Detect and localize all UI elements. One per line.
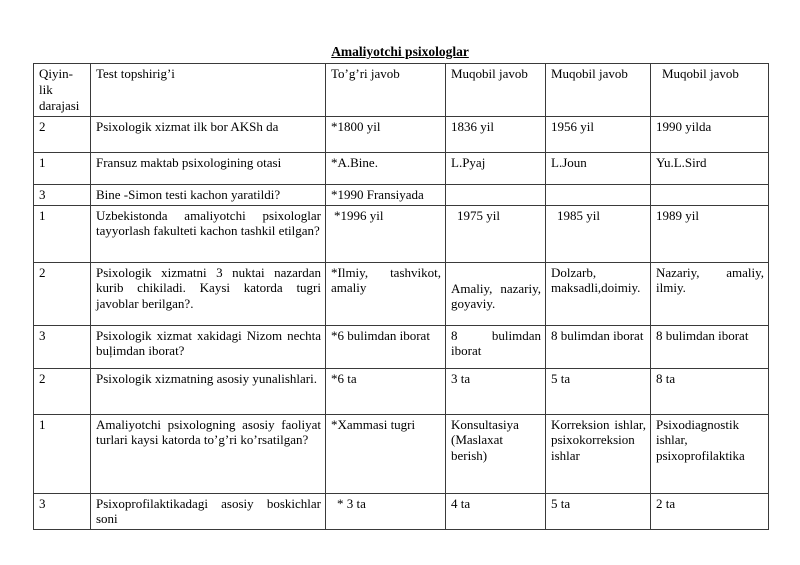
alt-answer-cell: 1985 yil bbox=[546, 205, 651, 262]
table-row bbox=[34, 184, 769, 205]
alt-answer-cell: 1836 yil bbox=[446, 116, 546, 152]
alt-answer-cell: 8 ta bbox=[651, 368, 769, 414]
correct-answer-cell: *1990 Fransiyada bbox=[326, 184, 446, 205]
alt-answer-cell: 8 bulimdan iborat bbox=[651, 325, 769, 368]
question-cell: Uzbekistonda amaliyotchi psixologlar tayyorlash fakulteti kachon tashkil etilgan? bbox=[91, 205, 326, 262]
alt-answer-cell: Psixodiagnostik ishlar, psixoprofilaktika bbox=[651, 414, 769, 493]
alt-answer-cell: 8 bulimdan iborat bbox=[446, 325, 546, 368]
alt-answer-cell bbox=[546, 184, 651, 205]
column-header-alt-answer-3: Muqobil javob bbox=[651, 64, 769, 117]
alt-answer-cell: L.Joun bbox=[546, 152, 651, 184]
difficulty-cell: 3 bbox=[34, 493, 91, 530]
alt-answer-cell: Yu.L.Sird bbox=[651, 152, 769, 184]
column-header-correct-answer: To’g’ri javob bbox=[326, 64, 446, 117]
column-header-difficulty: Qiyin-lik darajasi bbox=[34, 64, 91, 117]
question-cell: Psixologik xizmat xakidagi Nizom nechta buļimdan iborat? bbox=[91, 325, 326, 368]
alt-answer-cell bbox=[446, 184, 546, 205]
table-row bbox=[34, 414, 769, 493]
difficulty-cell: 2 bbox=[34, 262, 91, 325]
question-cell: Psixologik xizmatning asosiy yunalishlari. bbox=[91, 368, 326, 414]
question-cell: Psixoprofilaktikadagi asosiy boskichlar soni bbox=[91, 493, 326, 530]
correct-answer-cell: *6 bulimdan iborat bbox=[326, 325, 446, 368]
alt-answer-cell: 8 bulimdan iborat bbox=[546, 325, 651, 368]
table-row bbox=[34, 493, 769, 530]
alt-answer-cell: 1975 yil bbox=[446, 205, 546, 262]
alt-answer-cell: 3 ta bbox=[446, 368, 546, 414]
correct-answer-cell: *Ilmiy, tashvikot, amaliy bbox=[326, 262, 446, 325]
question-cell: Bine -Simon testi kachon yaratildi? bbox=[91, 184, 326, 205]
table-row bbox=[34, 116, 769, 152]
header-row bbox=[34, 64, 769, 117]
alt-answer-cell: 5 ta bbox=[546, 368, 651, 414]
column-header-alt-answer-2: Muqobil javob bbox=[546, 64, 651, 117]
difficulty-cell: 2 bbox=[34, 116, 91, 152]
difficulty-cell: 3 bbox=[34, 325, 91, 368]
question-cell: Fransuz maktab psixologining otasi bbox=[91, 152, 326, 184]
correct-answer-cell: *Xammasi tugri bbox=[326, 414, 446, 493]
alt-answer-cell: Konsultasiya (Maslaxat berish) bbox=[446, 414, 546, 493]
correct-answer-cell: * 3 ta bbox=[326, 493, 446, 530]
correct-answer-cell: *1996 yil bbox=[326, 205, 446, 262]
table-row bbox=[34, 152, 769, 184]
difficulty-cell: 3 bbox=[34, 184, 91, 205]
table-row bbox=[34, 368, 769, 414]
test-table bbox=[33, 63, 769, 530]
question-cell: Psixologik xizmat ilk bor AKSh da bbox=[91, 116, 326, 152]
alt-answer-cell: 1956 yil bbox=[546, 116, 651, 152]
column-header-alt-answer-1: Muqobil javob bbox=[446, 64, 546, 117]
alt-answer-cell: 4 ta bbox=[446, 493, 546, 530]
alt-answer-cell: Korreksion ishlar, psixokorreksion ishlar bbox=[546, 414, 651, 493]
alt-answer-cell: Dolzarb, maksadli,doimiy. bbox=[546, 262, 651, 325]
difficulty-cell: 1 bbox=[34, 152, 91, 184]
alt-answer-cell: Amaliy, nazariy, goyaviy. bbox=[446, 262, 546, 325]
alt-answer-cell: L.Pyaj bbox=[446, 152, 546, 184]
alt-answer-cell bbox=[651, 184, 769, 205]
column-header-question: Test topshirig’i bbox=[91, 64, 326, 117]
table-row bbox=[34, 325, 769, 368]
question-cell: Amaliyotchi psixologning asosiy faoliyat turlari kaysi katorda to’g’ri ko’rsatilgan? bbox=[91, 414, 326, 493]
alt-answer-cell: 1990 yilda bbox=[651, 116, 769, 152]
alt-answer-cell: 5 ta bbox=[546, 493, 651, 530]
correct-answer-cell: *A.Bine. bbox=[326, 152, 446, 184]
question-cell: Psixologik xizmatni 3 nuktai nazardan kurib chikiladi. Kaysi katorda tugri javoblar berilgan?. bbox=[91, 262, 326, 325]
alt-answer-cell: 2 ta bbox=[651, 493, 769, 530]
table-row bbox=[34, 262, 769, 325]
page-title: Amaliyotchi psixologlar bbox=[331, 44, 469, 59]
correct-answer-cell: *6 ta bbox=[326, 368, 446, 414]
difficulty-cell: 1 bbox=[34, 205, 91, 262]
alt-answer-cell: Nazariy, amaliy, ilmiy. bbox=[651, 262, 769, 325]
difficulty-cell: 1 bbox=[34, 414, 91, 493]
table-row bbox=[34, 205, 769, 262]
correct-answer-cell: *1800 yil bbox=[326, 116, 446, 152]
alt-answer-cell: 1989 yil bbox=[651, 205, 769, 262]
difficulty-cell: 2 bbox=[34, 368, 91, 414]
